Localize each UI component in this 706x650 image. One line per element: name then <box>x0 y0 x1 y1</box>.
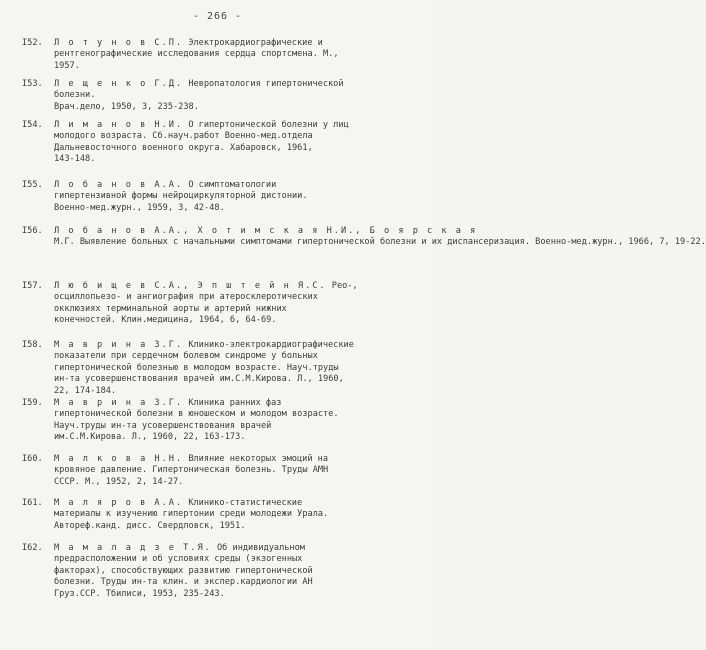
entry-line-continuation: гипертензивной формы нейроциркуляторной дистонии. <box>54 191 308 202</box>
entry-line: О гипертонической болезни у лиц <box>183 120 349 130</box>
entry-line-continuation: показатели при сердечном болевом синдроме у больных <box>54 351 318 362</box>
entry-line-continuation: факторах), способствующих развитию гипертонической <box>54 565 313 576</box>
entry-line: М.Г. Выявление больных с начальными симптомами гипертонической болезни и их диспансеризация. Военно-мед.журн., 1966, 7, 19-22. <box>54 237 706 248</box>
entry-line: Электрокардиографические и <box>183 38 323 48</box>
entry-author: М а м а л а д з е Т.Я. <box>54 543 212 553</box>
entry-line: Об индивидуальном <box>211 543 305 553</box>
entry-number: I58. <box>22 340 43 350</box>
entry-text <box>54 79 414 113</box>
entry-line: Клинико-статистические <box>183 498 303 508</box>
entry-number: I54. <box>22 120 43 130</box>
entry-line-continuation: 1957. <box>54 60 80 71</box>
entry-author: Л о т у н о в С.П. <box>54 38 184 48</box>
entry-line-continuation: кровяное давление. Гипертоническая болезнь. Труды АМН <box>54 465 329 476</box>
entry-line: Клиника ранних фаз <box>183 398 282 408</box>
entry-author: Л о б а н о в А.А., Х о т и м с к а я Н.И., Б о я р с к а я <box>54 226 478 236</box>
bibliography-entry <box>22 398 414 444</box>
entry-author: Л и м а н о в Н.И. <box>54 120 184 130</box>
entry-line-continuation: 143-148. <box>54 154 96 165</box>
bibliography-entry <box>22 120 414 166</box>
entry-line-continuation: Дальневосточного военного округа. Хабаровск, 1961, <box>54 142 313 153</box>
entry-author: Л о б а н о в А.А. <box>54 180 184 190</box>
entry-author: М а л я р о в А.А. <box>54 498 184 508</box>
entry-line-continuation: предрасположении и об условиях среды (экзогенных <box>54 554 303 565</box>
entry-number: I59. <box>22 398 43 408</box>
entry-line-continuation: ин-та усовершенствования врачей им.С.М.Кирова. Л., 1960, <box>54 374 344 385</box>
entry-line-continuation: материалы к изучению гипертонии среди молодежи Урала. <box>54 509 329 520</box>
entry-line-continuation: Науч.труды ин-та усовершенствования врачей <box>54 420 272 431</box>
entry-line-continuation: гипертонической болезни в юношеском и молодом возрасте. <box>54 409 339 420</box>
entry-line: Клинико-электрокардиографические <box>183 340 354 350</box>
entry-text <box>54 454 414 488</box>
entry-line-continuation: рентгенографические исследования сердца спортсмена. М., <box>54 49 339 60</box>
entry-line-continuation: болезни. Труды ин-та клин. и экспер.кардиологии АН <box>54 577 313 588</box>
entry-author: Л ю б и щ е в С.А., Э п ш т е й н Я.С. <box>54 281 327 291</box>
entry-author: Л е щ е н к о Г.Д. <box>54 79 184 89</box>
entry-line-continuation: 22, 174-184. <box>54 385 117 396</box>
entry-line-continuation: конечностей. Клин.медицина, 1964, 6, 64-69. <box>54 315 277 326</box>
entry-line-continuation: СССР. М., 1952, 2, 14-27. <box>54 476 184 487</box>
entry-author: М а в р и н а З.Г. <box>54 340 184 350</box>
entry-line-continuation: осциллопьезо- и ангиография при атеросклеротических <box>54 292 318 303</box>
page-number: - 266 - <box>192 11 243 22</box>
entry-number: I62. <box>22 543 43 553</box>
entry-number: I55. <box>22 180 43 190</box>
bibliography-entry <box>22 340 414 397</box>
entry-text <box>54 398 414 444</box>
entry-line-continuation: окклюзиях терминальной аорты и артерий нижних <box>54 303 287 314</box>
entry-text <box>54 226 706 249</box>
entry-line-continuation: Военно-мед.журн., 1959, 3, 42-48. <box>54 202 225 213</box>
entry-text <box>54 120 414 166</box>
entry-line-continuation: Автореф.канд. дисс. Свердловск, 1951. <box>54 520 246 531</box>
bibliography-entry <box>22 543 414 600</box>
entry-line: О симптоматологии <box>183 180 277 190</box>
bibliography-entry <box>22 38 414 72</box>
entry-line-continuation: Груз.ССР. Тбилиси, 1953, 235-243. <box>54 588 225 599</box>
bibliography-entry <box>22 226 706 249</box>
entry-number: I57. <box>22 281 43 291</box>
bibliography-entry <box>22 79 414 113</box>
entry-text <box>54 281 414 327</box>
entry-text <box>54 180 414 214</box>
entry-author: М а л к о в а Н.Н. <box>54 454 184 464</box>
bibliography-entry <box>22 281 414 327</box>
entry-author: М а в р и н а З.Г. <box>54 398 184 408</box>
entry-text <box>54 340 414 397</box>
entry-text <box>54 38 414 72</box>
bibliography-entry <box>22 498 414 532</box>
entry-line-continuation: гипертонической болезнью в молодом возрасте. Науч.труды <box>54 362 339 373</box>
entry-line-continuation: болезни. <box>54 90 96 101</box>
entry-line: Врач.дело, 1950, 3, 235-238. <box>54 101 199 112</box>
entry-number: I56. <box>22 226 43 236</box>
entry-number: I60. <box>22 454 43 464</box>
entry-line-continuation: молодого возраста. Сб.науч.работ Военно-мед.отдела <box>54 131 313 142</box>
entry-number: I53. <box>22 79 43 89</box>
bibliography-entry <box>22 454 414 488</box>
entry-line: Рео-, <box>326 281 358 291</box>
entry-number: I61. <box>22 498 43 508</box>
entry-text <box>54 498 414 532</box>
bibliography-entry <box>22 180 414 214</box>
entry-line: Невропатология гипертонической <box>183 79 344 89</box>
entry-number: I52. <box>22 38 43 48</box>
entry-line-continuation: им.С.М.Кирова. Л., 1960, 22, 163-173. <box>54 432 246 443</box>
entry-text <box>54 543 414 600</box>
entry-line: Влияние некоторых эмоций на <box>183 454 329 464</box>
